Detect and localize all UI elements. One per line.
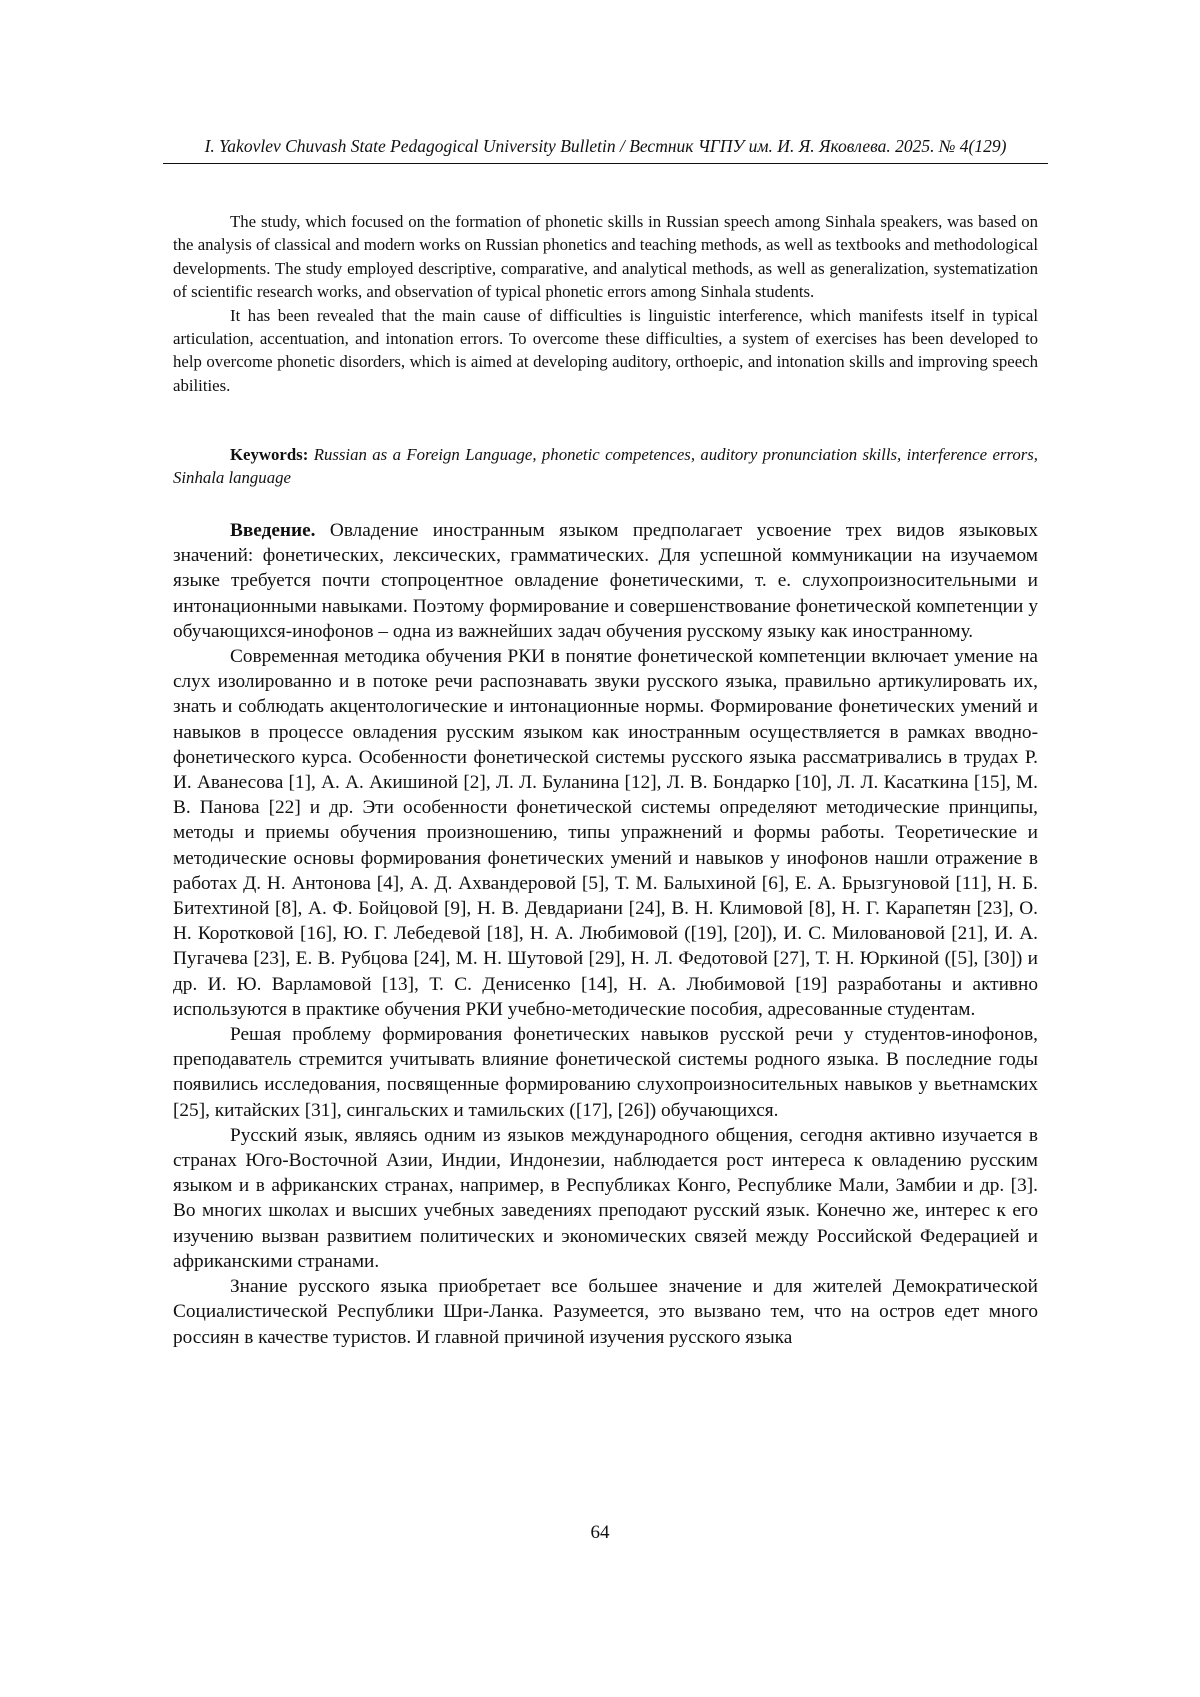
abstract-paragraph-2: It has been revealed that the main cause of difficulties is linguistic interference, which manifests itself in typical articulation, accentuation, and intonation errors. To overcome these difficulties, a system of exercises has been developed to help overcome phonetic disorders, which is aimed at developing auditory, orthoepic, and intonation skills and improving speech abilities. xyxy=(173,305,1038,395)
keywords-section xyxy=(173,443,1038,490)
abstract-paragraph-1: The study, which focused on the formation of phonetic skills in Russian speech among Sinhala speakers, was based on the analysis of classical and modern works on Russian phonetics and teaching methods, as well as textbooks and methodological developments. The study employed descriptive, comparative, and analytical methods, as well as generalization, systematization of scientific research works, and observation of typical phonetic errors among Sinhala students. xyxy=(173,212,1038,302)
intro-paragraph xyxy=(173,518,1038,644)
body-paragraph-4: Знание русского языка приобретает все большее значение и для жителей Демократической Социалистической Республики Шри-Ланка. Разумеется, это вызвано тем, что на остров едет много россиян в качестве туристов. И главной причиной изучения русского языка xyxy=(173,1276,1038,1348)
abstract-section xyxy=(173,210,1038,397)
running-header: I. Yakovlev Chuvash State Pedagogical University Bulletin / Вестник ЧГПУ им. И. Я. Яковлева. 2025. № 4(129) xyxy=(163,135,1048,164)
body-paragraph-2: Решая проблему формирования фонетических навыков русской речи у студентов-инофонов, преподаватель стремится учитывать влияние фонетической системы родного языка. В последние годы появились исследования, посвященные формированию слухопроизносительных навыков у вьетнамских [25], китайских [31], сингальских и тамильских ([17], [26]) обучающихся. xyxy=(173,1024,1038,1121)
intro-heading: Введение. xyxy=(230,520,316,541)
body-paragraph-3: Русский язык, являясь одним из языков международного общения, сегодня активно изучается в странах Юго-Восточной Азии, Индии, Индонезии, наблюдается рост интереса к овладению русским языком и в африканских странах, например, в Республиках Конго, Республике Мали, Замбии и др. [3]. Во многих школах и высших учебных заведениях преподают русский язык. Конечно же, интерес к его изучению вызван развитием политических и экономических связей между Российской Федерацией и африканскими странами. xyxy=(173,1124,1038,1272)
page-number: 64 xyxy=(590,1522,610,1543)
intro-text: Овладение иностранным языком предполагает усвоение трех видов языковых значений: фонетических, лексических, грамматических. Для успешной коммуникации на изучаемом языке требуется почти стопроцентное овладение фонетическими, т. е. слухопроизносительными и интонационными навыками. Поэтому формирование и совершенствование фонетической компетенции у обучающихся-инофонов – одна из важнейших задач обучения русскому языку как иностранному. xyxy=(173,520,1038,642)
keywords-label: Keywords: xyxy=(230,445,309,464)
body-paragraph-1: Современная методика обучения РКИ в понятие фонетической компетенции включает умение на слух изолированно и в потоке речи распознавать звуки русского языка, правильно артикулировать их, знать и соблюдать акцентологические и интонационные нормы. Формирование фонетических умений и навыков в процессе овладения русским языком как иностранным осуществляется в рамках вводно-фонетического курса. Особенности фонетической системы русского языка рассматривались в трудах Р. И. Аванесова [1], А. А. Акишиной [2], Л. Л. Буланина [12], Л. В. Бондарко [10], Л. Л. Касаткина [15], М. В. Панова [22] и др. Эти особенности фонетической системы определяют методические принципы, методы и приемы обучения произношению, типы упражнений и формы работы. Теоретические и методические основы формирования фонетических умений и навыков у инофонов нашли отражение в работах Д. Н. Антонова [4], А. Д. Ахвандеровой [5], Т. М. Балыхиной [6], Е. А. Брызгуновой [11], Н. Б. Битехтиной [8], А. Ф. Бойцовой [9], Н. В. Девдариани [24], В. Н. Климовой [8], Н. Г. Карапетян [23], О. Н. Коротковой [16], Ю. Г. Лебедевой [18], Н. А. Любимовой ([19], [20]), И. С. Миловановой [21], И. А. Пугачева [23], Е. В. Рубцова [24], М. Н. Шутовой [29], Н. Л. Федотовой [27], Т. Н. Юркиной ([5], [30]) и др. И. Ю. Варламовой [13], Т. С. Денисенко [14], Н. А. Любимовой [19] разработаны и активно используются в практике обучения РКИ учебно-методические пособия, адресованные студентам. xyxy=(173,646,1038,1020)
keywords-paragraph xyxy=(173,443,1038,490)
keywords-list: Russian as a Foreign Language, phonetic competences, auditory pronunciation skills, interference errors, Sinhala language xyxy=(173,445,1038,488)
article-body xyxy=(173,518,1038,1350)
